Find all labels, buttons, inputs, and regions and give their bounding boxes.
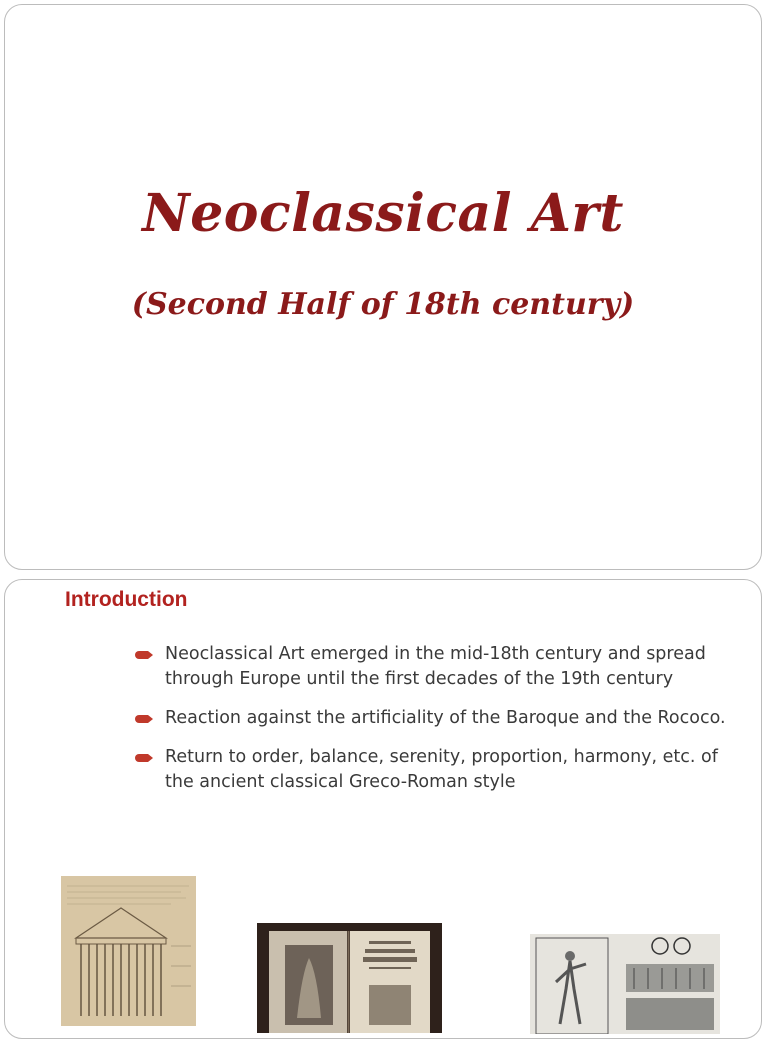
bullet-arrow-icon — [135, 651, 148, 659]
bullet-text: Neoclassical Art emerged in the mid-18th century and spread through Europe until the first decades of the 19th century — [165, 644, 706, 689]
section-heading: Introduction — [65, 588, 188, 611]
bullet-item — [135, 706, 750, 731]
title-slide — [4, 4, 762, 570]
bullet-arrow-icon — [135, 715, 148, 723]
bullet-arrow-icon — [135, 754, 148, 762]
slide-title: Neoclassical Art — [142, 183, 624, 244]
slide-subtitle: (Second Half of 18th century) — [131, 287, 635, 322]
antique-book-image — [257, 923, 442, 1033]
bullet-text: Reaction against the artificiality of the Baroque and the Rococo. — [165, 708, 726, 728]
introduction-slide — [4, 579, 762, 1039]
bullet-item — [135, 745, 750, 795]
temple-sketch-image — [61, 876, 196, 1026]
bullet-text: Return to order, balance, serenity, proportion, harmony, etc. of the ancient classical Greco-Roman style — [165, 747, 718, 792]
bullet-item — [135, 642, 750, 692]
classical-engraving-image — [530, 934, 720, 1034]
bullet-list — [135, 642, 750, 809]
